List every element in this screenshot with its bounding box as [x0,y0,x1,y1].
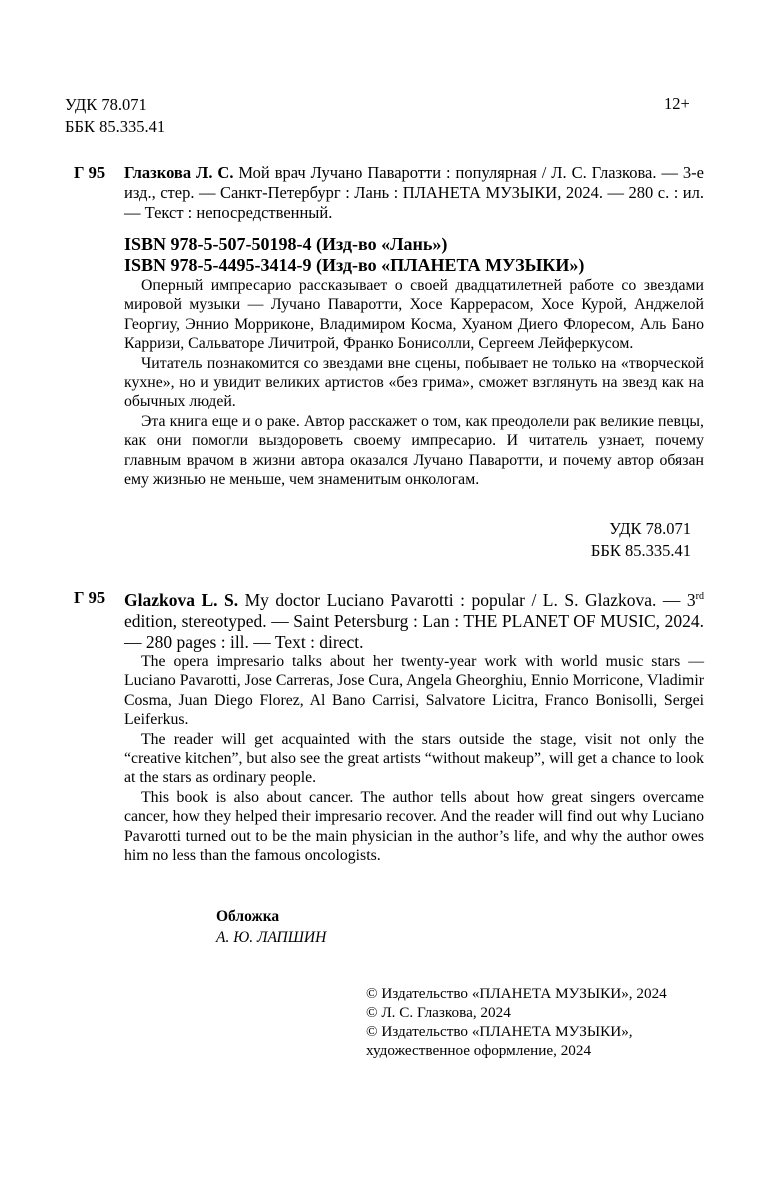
udk-bbk-top [65,94,165,138]
en-author: Glazkova L. S. [124,589,239,610]
copyright-line: © Издательство «ПЛАНЕТА МУЗЫКИ», 2024 [366,985,667,1002]
en-header-text-a: My doctor Luciano Pavarotti : popular / L. S. Glazkova. — 3 [244,589,696,610]
ru-paragraph: Эта книга еще и о раке. Автор расскажет о том, как преодолели рак великие певцы, как они помогли выздороветь своему импресарио. И читатель узнает, почему главным врачом в жизни автора оказался Лучано Паваротти, и почему автор обязан ему жизнью не меньше, чем знаменитым онкологам. [124,412,704,489]
udk-code: УДК 78.071 [65,95,147,114]
isbn-planeta: ISBN 978-5-4495-3414-9 (Изд-во «ПЛАНЕТА МУЗЫКИ») [124,255,585,275]
en-record-header [124,586,704,653]
ru-paragraph: Оперный импресарио рассказывает о своей двадцатилетней работе со звездами мировой музыки — Лучано Паваротти, Хосе Каррерасом, Хосе Курой, Анджелой Георгиу, Эннио Морриконе, Владимиром Косма, Хуаном Диего Флоресом, Аль Бано Карризи, Сальваторе Личитрой, Франко Бонисолли, Сергеем Лейферкусом. [124,277,704,353]
en-author-mark: Г 95 [74,588,106,607]
en-paragraph: The reader will get acquainted with the stars outside the stage, visit not only the “creative kitchen”, but also see the great artists “without makeup”, will get a chance to look at the stars as ordinary people. [124,730,704,787]
en-header-text-b: edition, stereotyped. — Saint Petersburg : Lan : THE PLANET OF MUSIC, 2024. — 280 pages : ill. — Text : direct. [124,610,704,652]
en-header-sup: rd [695,591,704,602]
bbk-code: ББК 85.335.41 [590,541,691,560]
ru-header-text: Мой врач Лучано Паваротти : популярная / Л. С. Глазкова. — 3-е изд., стер. — Санкт-Петербург : Лань : ПЛАНЕТА МУЗЫКИ, 2024. — 280 с. : ил. — Текст : непосредственный. [124,163,704,222]
isbn-lan: ISBN 978-5-507-50198-4 (Изд-во «Лань») [124,234,448,254]
ru-author: Глазкова Л. С. [124,163,234,182]
ru-annotation [124,276,704,489]
copyright-line: художественное оформление, 2024 [366,1042,592,1059]
en-paragraph: This book is also about cancer. The author tells about how great singers overcame cancer, how they helped their impresario recover. And the reader will find out why Luciano Pavarotti turned out to be the main physician in the author’s life, and why the author owes him no less than the famous oncologists. [124,788,704,865]
udk-bbk-bottom [591,518,691,562]
copyright-line: © Издательство «ПЛАНЕТА МУЗЫКИ», [366,1023,633,1040]
ru-paragraph: Читатель познакомится со звездами вне сцены, побывает не только на «творческой кухне», но и увидит великих артистов «без грима», сможет взглянуть на звезд как на обычных людей. [124,354,704,411]
bbk-code: ББК 85.335.41 [65,117,166,136]
ru-record-header [124,163,704,223]
copyright-block [366,984,667,1060]
cover-title: Обложка [216,908,280,925]
ru-isbn-block [124,234,704,276]
cover-credit [216,906,326,948]
udk-code: УДК 78.071 [609,519,691,538]
copyright-line: © Л. С. Глазкова, 2024 [366,1004,511,1021]
age-rating: 12+ [664,94,690,113]
en-paragraph: The opera impresario talks about her twenty-year work with world music stars — Luciano Pavarotti, Jose Carreras, Jose Cura, Angela Gheorghiu, Ennio Morricone, Vladimir Cosma, Juan Diego Florez, Al Bano Carrisi, Salvatore Licitra, Franco Bonisolli, Sergei Leiferkus. [124,653,704,729]
en-annotation [124,652,704,865]
ru-author-mark: Г 95 [74,163,106,182]
cover-artist: А. Ю. ЛАПШИН [216,929,327,946]
